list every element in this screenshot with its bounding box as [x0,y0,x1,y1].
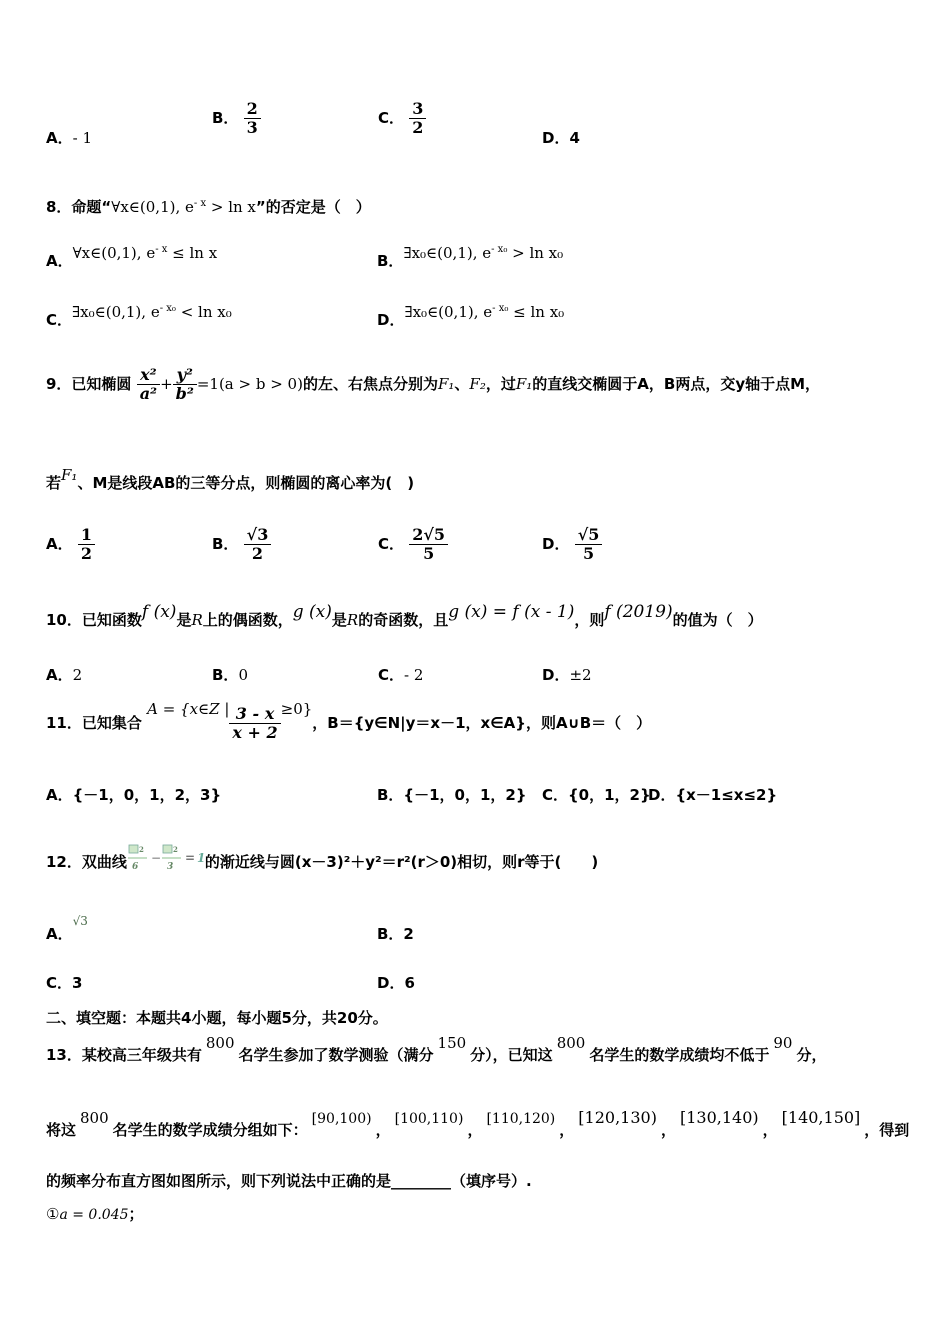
q12-option-b: B．2 [377,925,414,943]
q10-option-c [378,664,423,685]
option-label: B． [212,535,239,553]
q13-line1 [46,1034,827,1065]
separator: ， [762,1121,778,1139]
q12-stem [46,843,598,873]
stem-text: 名学生参加了数学测验（满分 [238,1046,434,1064]
hyperbola-equation-image [127,843,205,873]
option-math [403,244,563,262]
denominator: b² [173,384,197,403]
math: A = {x∈Z | [147,700,230,718]
stem-text: 将这 [46,1121,77,1139]
q9-stem [46,366,820,403]
stem-math [111,198,256,216]
math: g (x) = f (x - 1) [448,602,575,622]
q8-stem [46,196,371,217]
interval: [90,100) [311,1111,372,1127]
svg-text:2: 2 [138,845,144,854]
q9-option-d [542,526,602,563]
math: R [346,611,359,629]
fraction [78,526,95,563]
q9-option-b [212,526,271,563]
option-value: 2 [72,666,83,684]
svg-text:=: = [184,851,195,865]
math: f (2019) [604,602,673,622]
q11-option-a: A．{－1，0，1，2，3} [46,786,222,804]
math: ≤ ln x₀ [508,303,565,321]
exponent: - x₀ [492,303,509,314]
stem-text: 是 [331,611,347,629]
stem-text: 12．双曲线 [46,853,127,871]
math: > ln x [206,198,256,216]
math: a = 0.045 [59,1207,129,1223]
math: + [160,375,173,393]
option-label: D． [377,311,405,329]
fraction [575,526,603,563]
q8-option-c [46,303,232,330]
math: ≤ ln x [167,244,218,262]
math: 800 [556,1034,586,1052]
numerator: x² [140,365,157,384]
q11-option-c: C．{0，1，2} [542,786,651,804]
stem-text: ，B＝{y∈N|y＝x－1，x∈A}，则A∪B＝（ ） [312,714,652,732]
item-marker: ① [46,1205,60,1223]
stem-text: 是 [176,611,192,629]
fraction [137,366,160,403]
q13-statement-1 [46,1203,144,1224]
denominator: 2 [409,118,426,137]
denominator: 5 [409,544,448,563]
separator: ， [660,1121,676,1139]
stem-text: 分），已知这 [470,1046,553,1064]
stem-text: 的直线交椭圆于A，B两点，交y轴于点M， [532,375,821,393]
q13-line3: 的频率分布直方图如图所示，则下列说法中正确的是________（填序号）. [46,1172,532,1190]
stem-text: 11．已知集合 [46,714,142,732]
stem-text: 、M是线段AB的三等分点，则椭圆的离心率为( ) [77,474,415,492]
option-label: D． [542,666,570,684]
numerator: 1 [80,525,92,544]
q9-option-c [378,526,448,563]
svg-text:2: 2 [172,845,178,854]
numerator: 2√5 [412,525,446,544]
stem-text: 、 [454,375,470,393]
math: =1(a > b > 0) [196,375,303,393]
math: R [191,611,203,629]
q9-stem-line2 [46,466,415,493]
stem-text: 10．已知函数 [46,611,142,629]
numerator: 3 - x [235,704,275,723]
stem-text: 上的偶函数， [202,611,293,629]
exponent: - x₀ [491,244,508,255]
numerator: y² [176,365,193,384]
stem-text: 的渐近线与圆(x－3)²＋y²＝r²(r＞0)相切，则r等于( ) [204,853,599,871]
q8-option-a [46,244,218,271]
stem-text: ”的否定是（ ） [255,198,371,216]
denominator: 3 [244,118,261,137]
fraction [244,526,272,563]
stem-text: ，则 [574,611,605,629]
math: 90 [773,1034,793,1052]
math: ∀x∈(0,1), e [72,244,156,262]
svg-text:6: 6 [131,862,139,872]
math: < ln x₀ [175,303,232,321]
math: g (x) [292,602,332,622]
option-label: C． [378,666,405,684]
fraction [409,100,426,137]
math: 150 [437,1034,467,1052]
math: 800 [80,1109,109,1127]
separator: ， [559,1121,575,1139]
option-label: B． [212,109,239,127]
denominator: x + 2 [229,723,280,742]
interval: [120,130) [578,1108,657,1127]
fraction [409,526,448,563]
fraction [229,705,280,742]
numerator: √5 [577,525,600,544]
q7-option-a [46,127,92,148]
stem-text: 8．命题“ [46,198,112,216]
option-value: ±2 [569,666,592,684]
stem-text: ，过 [485,375,516,393]
option-label: C． [378,109,405,127]
numerator: √3 [246,525,269,544]
option-label: A． [46,129,73,147]
option-label: A． [46,535,73,553]
q7-option-c [378,100,426,137]
math: > ln x₀ [507,244,564,262]
q9-option-a [46,526,95,563]
separator: ， [467,1121,483,1139]
option-label: C． [46,311,73,329]
option-value: - 2 [404,666,424,684]
q7-option-d: D．4 [542,129,580,147]
stem-text: 的左、右焦点分别为 [302,375,438,393]
q8-option-d [377,303,565,330]
svg-text:1: 1 [196,851,205,865]
math: ∀x∈(0,1), e [111,198,194,216]
q11-stem [46,700,652,742]
fraction [244,100,261,137]
q12-option-a [46,914,88,944]
q10-option-b [212,664,248,685]
exponent: - x [155,244,168,255]
option-label: A． [46,925,73,943]
option-value: 0 [238,666,248,684]
math: ≥0} [280,700,313,718]
q10-option-d [542,664,592,685]
denominator: 5 [575,544,603,563]
stem-text: 的奇函数，且 [358,611,449,629]
exponent: - x [193,198,207,209]
interval: [140,150] [781,1108,861,1127]
math: ∃x₀∈(0,1), e [403,244,492,262]
q11-option-d: D．{x－1≤x≤2} [648,786,778,804]
q10-stem [46,602,763,630]
math: F₁ [515,375,533,393]
stem-text: 13．某校高三年级共有 [46,1046,202,1064]
numerator: 3 [412,99,424,118]
option-math [73,244,218,262]
stem-text: ； [128,1205,144,1223]
interval: [100,110) [394,1111,464,1127]
numerator: 2 [246,99,258,118]
math: F₁ [437,375,455,393]
option-label: A． [46,666,73,684]
fraction [173,366,197,403]
interval: [110,120) [486,1111,556,1127]
stem-text: 的值为（ ） [672,611,763,629]
option-value: - 1 [72,129,92,147]
q8-option-b [377,244,564,271]
svg-text:3: 3 [166,862,174,872]
svg-text:−: − [150,851,161,865]
q13-line2 [46,1108,910,1140]
option-label: D． [542,535,570,553]
option-label: B． [212,666,239,684]
option-math [72,303,232,321]
stem-text: 9．已知椭圆 [46,375,132,393]
option-value: √3 [72,914,88,928]
math: 800 [205,1034,235,1052]
math: f (x) [141,602,177,622]
option-label: A． [46,252,73,270]
exponent: - x₀ [159,303,176,314]
stem-text: 若 [46,474,62,492]
math: F₂ [469,375,486,393]
stem-text: 分， [796,1046,827,1064]
q12-option-c: C．3 [46,974,83,992]
math: ∃x₀∈(0,1), e [72,303,160,321]
stem-text: 名学生的数学成绩均不低于 [589,1046,770,1064]
q11-option-b: B．{－1，0，1，2} [377,786,527,804]
math: ∃x₀∈(0,1), e [404,303,493,321]
interval: [130,140) [679,1108,759,1127]
option-label: B． [377,252,404,270]
option-math [404,303,564,321]
section-heading: 二、填空题：本题共4小题，每小题5分，共20分。 [46,1009,388,1027]
stem-text: 名学生的数学成绩分组如下： [112,1121,308,1139]
q10-option-a [46,664,82,685]
q7-option-b [212,100,261,137]
option-label: C． [378,535,405,553]
q12-option-d: D．6 [377,974,415,992]
denominator: 2 [78,544,95,563]
denominator: 2 [244,544,272,563]
math [142,602,177,622]
math: F₁ [61,466,78,484]
denominator: a² [137,384,160,403]
separator: ， [375,1121,391,1139]
stem-text: ，得到 [864,1121,910,1139]
